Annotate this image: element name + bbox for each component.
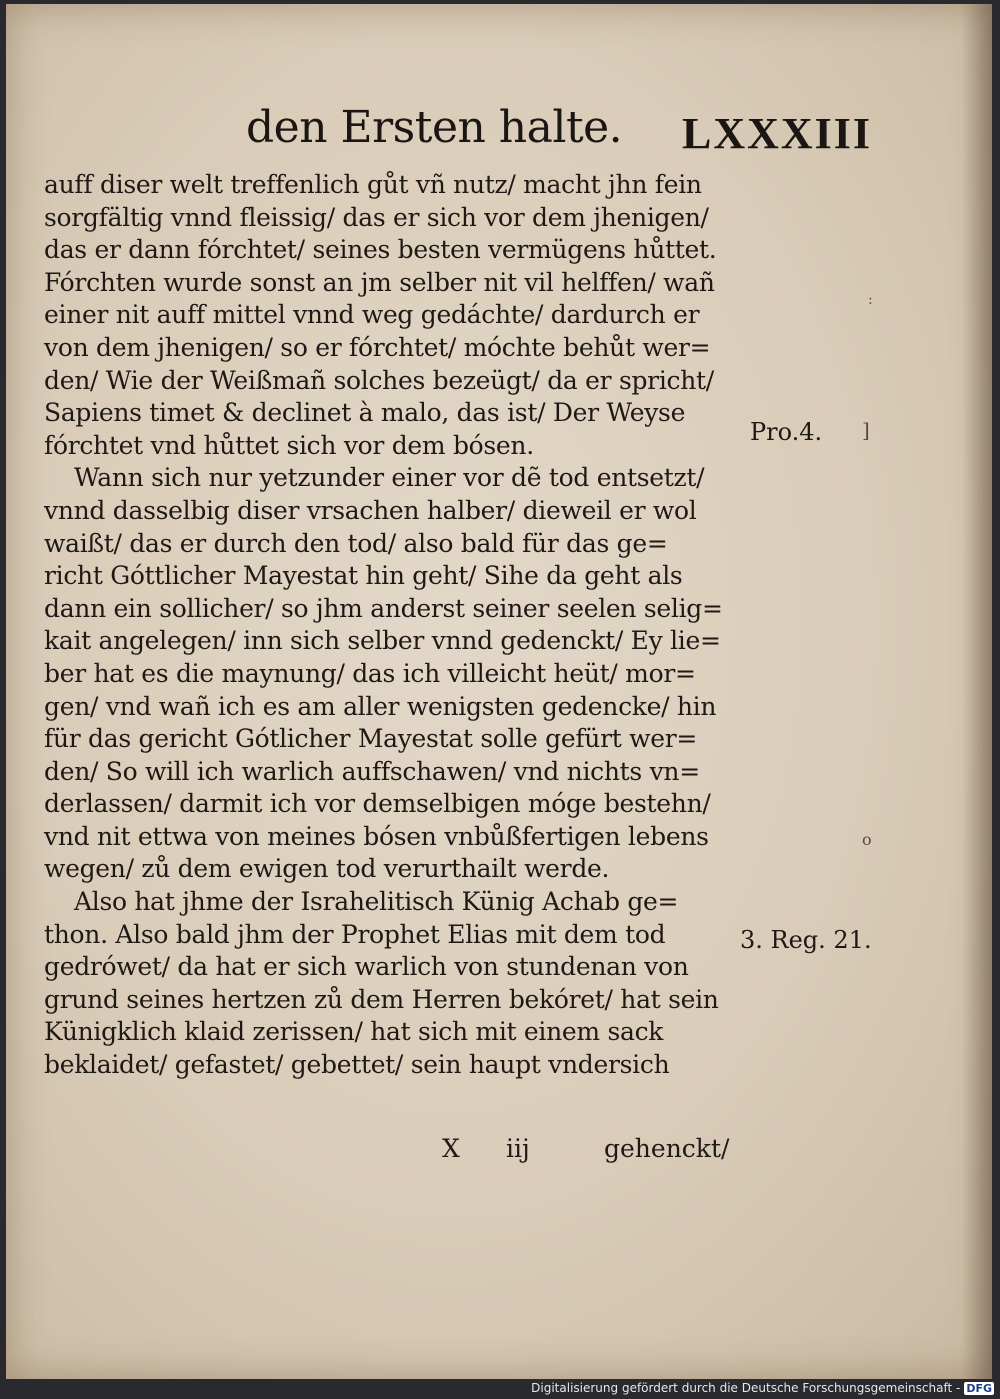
text-line: beklaidet/ gefastet/ gebettet/ sein haupt vndersich (44, 1050, 670, 1080)
catchword: gehenckt/ (604, 1134, 730, 1163)
margin-note-pro: Pro.4. (750, 418, 823, 446)
text-line: einer nit auff mittel vnnd weg gedáchte/ dardurch er (44, 300, 700, 330)
text-line: richt Góttlicher Mayestat hin geht/ Sihe da geht als (44, 561, 683, 591)
margin-dot-mark: : (868, 292, 873, 308)
catchline (44, 1134, 744, 1168)
text-line: Fórchten wurde sonst an jm selber nit vil helffen/ wañ (44, 267, 715, 297)
text-line: von dem jhenigen/ so er fórchtet/ móchte behůt wer= (44, 332, 711, 362)
digitization-credit (531, 1379, 994, 1397)
text-line: vnd nit ettwa von meines bósen vnbůßfertigen lebens (44, 821, 709, 851)
text-line: Also hat jhme der Israhelitisch Künig Achab ge= (74, 887, 679, 917)
text-line: gen/ vnd wañ ich es am aller wenigsten gedencke/ hin (44, 691, 717, 721)
signature-mark: X (442, 1134, 460, 1163)
text-line: dann ein sollicher/ so jhm anderst seiner seelen selig= (44, 593, 723, 623)
margin-bracket-mark: ] (862, 418, 870, 442)
body-text (44, 169, 744, 1082)
text-line: vnnd dasselbig diser vrsachen halber/ dieweil er wol (44, 495, 697, 525)
text-line: das er dann fórchtet/ seines besten vermügens hůttet. (44, 235, 717, 265)
text-line: waißt/ das er durch den tod/ also bald für das ge= (44, 528, 668, 558)
text-line: sorgfältig vnnd fleissig/ das er sich vor dem jhenigen/ (44, 202, 709, 232)
running-head: den Ersten halte. (246, 102, 623, 153)
dfg-logo: DFG (966, 1381, 992, 1395)
text-line: Wann sich nur yetzunder einer vor dẽ tod entsetzt/ (74, 463, 705, 493)
text-line: gedrówet/ da hat er sich warlich von stundenan von (44, 952, 689, 982)
text-line: derlassen/ darmit ich vor demselbigen móge bestehn/ (44, 789, 711, 819)
text-line: wegen/ zů dem ewigen tod verurthailt werde. (44, 854, 610, 884)
signature-number: iij (506, 1134, 530, 1163)
text-line: Künigklich klaid zerissen/ hat sich mit einem sack (44, 1017, 664, 1047)
margin-dot-mark: o (862, 830, 872, 849)
text-line: thon. Also bald jhm der Prophet Elias mit dem tod (44, 919, 666, 949)
text-line: Sapiens timet & declinet à malo, das ist/ Der Weyse (44, 398, 686, 428)
margin-note-reg: 3. Reg. 21. (740, 926, 872, 954)
credit-text: Digitalisierung gefördert durch die Deutsche Forschungsgemeinschaft - (531, 1381, 961, 1395)
text-line: kait angelegen/ inn sich selber vnnd gedenckt/ Ey lie= (44, 626, 721, 656)
text-line: auff diser welt treffenlich gůt vñ nutz/ macht jhn fein (44, 170, 702, 199)
text-line: grund seines hertzen zů dem Herren bekóret/ hat sein (44, 984, 719, 1014)
show-through-text (88, 112, 238, 152)
text-line: fórchtet vnd hůttet sich vor dem bósen. (44, 430, 534, 460)
folio-number: LXXXIII (682, 109, 873, 158)
text-line: ber hat es die maynung/ das ich villeicht heüt/ mor= (44, 658, 696, 688)
text-line: für das gericht Gótlicher Mayestat solle gefürt wer= (44, 724, 698, 754)
text-line: den/ Wie der Weißmañ solches bezeügt/ da er spricht/ (44, 365, 714, 395)
book-page (6, 4, 992, 1379)
text-line: den/ So will ich warlich auffschawen/ vnd nichts vn= (44, 756, 700, 786)
